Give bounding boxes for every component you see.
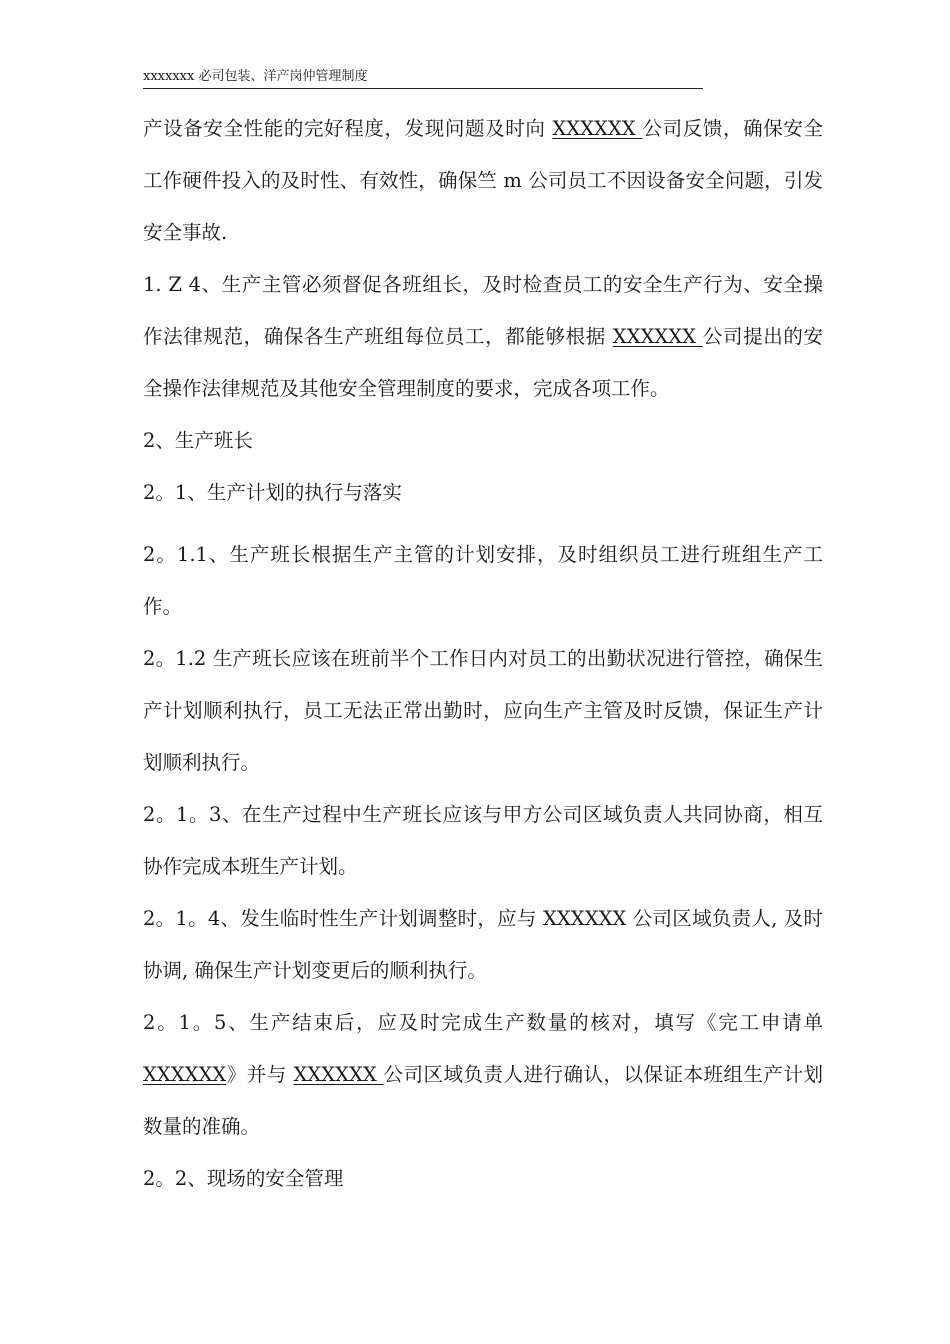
underlined-company-name: XXXXXX	[293, 1063, 384, 1086]
text-run: 2。1.2 生产班长应该在班前半个工作日内对员工的出勤状况进行管控，确保生产计划顺利执行，员工无法正常出勤时，应向生产主管及时反馈，保证生产计划顺利执行。	[143, 647, 823, 774]
paragraph	[143, 467, 823, 519]
text-run: 公司反馈，确保安全工作硬件投入的及时性、有效性，确保竺 m 公司员工不因设备安全问题，引发安全事故.	[143, 117, 823, 244]
paragraph	[143, 1153, 823, 1205]
paragraph	[143, 633, 823, 789]
text-run: 2。1。3、在生产过程中生产班长应该与甲方公司区域负责人共同协商，相互协作完成本班生产计划。	[143, 803, 823, 878]
text-run: 2。2、现场的安全管理	[143, 1167, 344, 1190]
underlined-company-name: XXXXXX	[552, 117, 643, 140]
text-run: 2、生产班长	[143, 429, 253, 452]
paragraph	[143, 103, 823, 259]
paragraph	[143, 997, 823, 1153]
paragraph	[143, 415, 823, 467]
paragraph	[143, 789, 823, 893]
text-run: 2。1、生产计划的执行与落实	[143, 481, 402, 504]
text-run: 公司提出的安全操作法律规范及其他安全管理制度的要求，完成各项工作。	[143, 325, 823, 400]
paragraph-gap	[143, 519, 823, 529]
running-header: xxxxxxx 必司包装、洋产岗仲管理制度	[143, 66, 703, 89]
text-run: 产设备安全性能的完好程度，发现问题及时向	[143, 117, 553, 140]
text-run: 2。1.1、生产班长根据生产主管的计划安排，及时组织员工进行班组生产工作。	[143, 543, 823, 618]
text-run: 》并与	[226, 1063, 294, 1086]
paragraph	[143, 259, 823, 415]
underlined-company-name: XXXXXX	[143, 1063, 227, 1086]
paragraph	[143, 893, 823, 997]
text-run: 1. Z 4、生产主管必须督促各班组长，及时检查员工的安全生产行为、安全操作法律规范，确保各生产班组每位员工，都能够根据	[143, 273, 823, 348]
text-run: 2。1。5、生产结束后，应及时完成生产数量的核对，填写《完工申请单	[143, 1011, 823, 1034]
document-body	[143, 103, 823, 1205]
text-run: 2。1。4、发生临时性生产计划调整时，应与 XXXXXX 公司区域负责人, 及时协调, 确保生产计划变更后的顺利执行。	[143, 907, 823, 982]
underlined-company-name: XXXXXX	[612, 325, 703, 348]
paragraph	[143, 529, 823, 633]
text-run: 公司区域负责人进行确认，以保证本班组生产计划数量的准确。	[143, 1063, 823, 1138]
